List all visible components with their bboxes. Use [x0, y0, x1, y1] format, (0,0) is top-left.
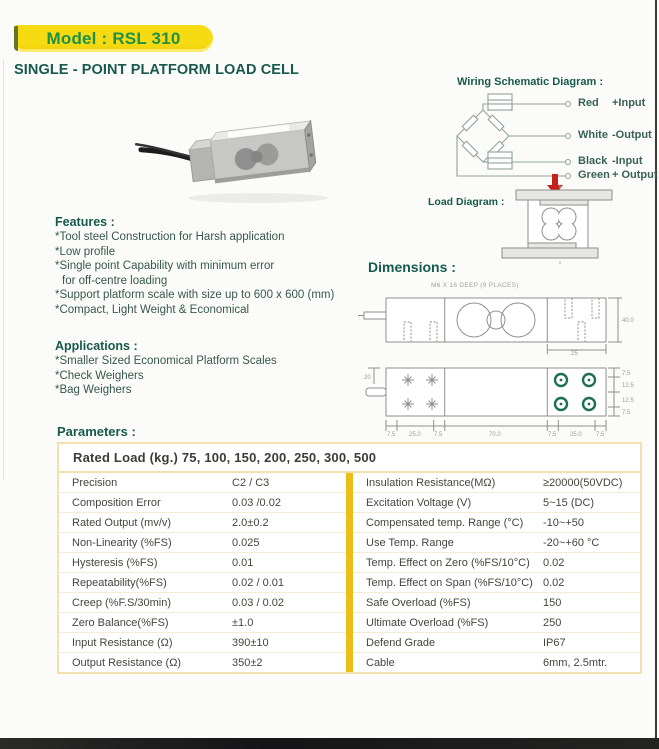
- dim-side-height: 40.0: [622, 318, 634, 324]
- param-label: Non-Linearity (%FS): [72, 536, 172, 549]
- dim-right: 12.5: [622, 383, 634, 389]
- dim-bottom: 25.0: [570, 432, 582, 438]
- load-diagram-heading: Load Diagram :: [428, 196, 505, 208]
- param-row: [353, 633, 640, 653]
- parameters-heading: Parameters :: [57, 424, 136, 439]
- param-row: [59, 513, 346, 533]
- param-row: [353, 553, 640, 573]
- param-label: Excitation Voltage (V): [366, 496, 472, 509]
- param-row: [59, 473, 346, 493]
- parameters-table: [57, 442, 642, 674]
- product-photo: [133, 106, 343, 214]
- features-list: [55, 230, 334, 317]
- param-value: 250: [543, 616, 562, 629]
- feature-item: *Support platform scale with size up to 600 x 600 (mm): [55, 289, 335, 301]
- param-label: Use Temp. Range: [366, 536, 454, 549]
- param-row: [59, 533, 346, 553]
- param-row: [353, 653, 640, 672]
- param-value: 0.02 / 0.01: [232, 576, 284, 589]
- param-value: 0.02: [543, 576, 565, 589]
- param-value: 6mm, 2.5mtr.: [543, 656, 608, 669]
- scan-left-edge: [3, 60, 4, 480]
- param-label: Rated Output (mv/v): [72, 516, 172, 529]
- wire-signal: -Output: [612, 129, 652, 141]
- application-item: *Bag Weighers: [55, 384, 132, 396]
- rated-load-header: Rated Load (kg.) 75, 100, 150, 200, 250, 300, 500: [59, 444, 640, 473]
- param-value: 2.0±0.2: [232, 516, 269, 529]
- param-row: [59, 653, 346, 672]
- param-row: [59, 633, 346, 653]
- param-label: Compensated temp. Range (°C): [366, 516, 524, 529]
- param-row: [353, 613, 640, 633]
- dimensions-heading: Dimensions :: [368, 259, 456, 275]
- param-label: Temp. Effect on Zero (%FS/10°C): [366, 556, 530, 569]
- load-diagram: [498, 184, 620, 264]
- dim-bottom: 25.0: [409, 432, 421, 438]
- application-item: *Check Weighers: [55, 369, 144, 382]
- param-label: Zero Balance(%FS): [72, 616, 169, 629]
- param-row: [59, 493, 346, 513]
- dim-right: 7.5: [622, 371, 631, 377]
- param-value: 0.01: [232, 556, 254, 569]
- wire-name: Black: [578, 155, 608, 167]
- wire-signal: -Input: [612, 155, 643, 167]
- applications-heading: Applications :: [55, 339, 138, 353]
- dim-bottom: 7.5: [596, 432, 605, 438]
- param-value: 0.02: [543, 556, 565, 569]
- model-label: Model : RSL 310: [46, 28, 181, 48]
- feature-item: *Tool steel Construction for Harsh application: [55, 231, 285, 243]
- param-value: -10~+50: [543, 516, 584, 529]
- param-label: Temp. Effect on Span (%FS/10°C): [366, 576, 533, 589]
- param-value: IP67: [543, 636, 566, 649]
- param-row: [353, 473, 640, 493]
- dim-bottom: 7.5: [387, 432, 396, 438]
- model-banner: [14, 25, 213, 52]
- dim-plan-left-height: 20: [364, 375, 371, 381]
- page-title: SINGLE - POINT PLATFORM LOAD CELL: [14, 62, 299, 78]
- param-row: [59, 573, 346, 593]
- dim-side-right-width: 25: [571, 351, 578, 357]
- param-row: [353, 493, 640, 513]
- table-column-divider: [346, 473, 353, 672]
- features-heading: Features :: [55, 215, 115, 229]
- wire-name: Red: [578, 97, 599, 109]
- feature-item: *Low profile: [55, 245, 116, 258]
- param-row: [59, 613, 346, 633]
- param-value: 5~15 (DC): [543, 496, 595, 509]
- wire-signal: + Output: [612, 169, 658, 181]
- param-value: 390±10: [232, 636, 269, 649]
- param-value: C2 / C3: [232, 476, 270, 489]
- param-value: 0.03 / 0.02: [232, 596, 284, 609]
- param-value: -20~+60 °C: [543, 536, 600, 549]
- dim-bottom: 7.5: [548, 432, 557, 438]
- param-label: Precision: [72, 476, 118, 489]
- dimension-drawing: [356, 276, 656, 440]
- param-row: [353, 573, 640, 593]
- param-row: [353, 533, 640, 553]
- param-label: Safe Overload (%FS): [366, 596, 471, 609]
- thread-note: M6 X 16 DEEP (9 PLACES): [431, 282, 519, 289]
- param-label: Input Resistance (Ω): [72, 636, 173, 649]
- wiring-heading: Wiring Schematic Diagram :: [457, 76, 603, 88]
- dim-bottom: 7.5: [434, 432, 443, 438]
- param-label: Creep (%F.S/30min): [72, 596, 172, 609]
- dim-right: 12.5: [622, 398, 634, 404]
- param-value: ≥20000(50VDC): [543, 476, 623, 489]
- wire-signal: +Input: [612, 97, 646, 109]
- param-value: 150: [543, 596, 562, 609]
- param-label: Repeatability(%FS): [72, 576, 167, 589]
- parameters-left-column: [59, 473, 346, 672]
- param-row: [59, 553, 346, 573]
- param-label: Insulation Resistance(MΩ): [366, 476, 496, 489]
- param-label: Cable: [366, 656, 395, 669]
- wire-name: White: [578, 129, 608, 141]
- param-row: [59, 593, 346, 613]
- param-value: 0.025: [232, 536, 260, 549]
- dim-right: 7.5: [622, 410, 631, 416]
- feature-item-continuation: for off-centre loading: [62, 274, 168, 287]
- param-value: ±1.0: [232, 616, 254, 629]
- parameters-right-column: [353, 473, 640, 672]
- wheatstone-bridge-diagram: [438, 92, 588, 190]
- param-label: Defend Grade: [366, 636, 436, 649]
- dim-bottom: 70.0: [489, 432, 501, 438]
- param-label: Ultimate Overload (%FS): [366, 616, 489, 629]
- param-label: Hysteresis (%FS): [72, 556, 158, 569]
- param-row: [353, 513, 640, 533]
- param-label: Output Resistance (Ω): [72, 656, 182, 669]
- application-item: *Smaller Sized Economical Platform Scales: [55, 355, 277, 367]
- param-value: 0.03 /0.02: [232, 496, 281, 509]
- param-label: Composition Error: [72, 496, 161, 509]
- feature-item: *Single point Capability with minimum error: [55, 260, 275, 272]
- feature-item: *Compact, Light Weight & Economical: [55, 303, 250, 316]
- wire-name: Green: [578, 169, 610, 181]
- scan-bottom-bar: [0, 738, 659, 749]
- param-value: 350±2: [232, 656, 263, 669]
- param-row: [353, 593, 640, 613]
- applications-list: [55, 354, 277, 398]
